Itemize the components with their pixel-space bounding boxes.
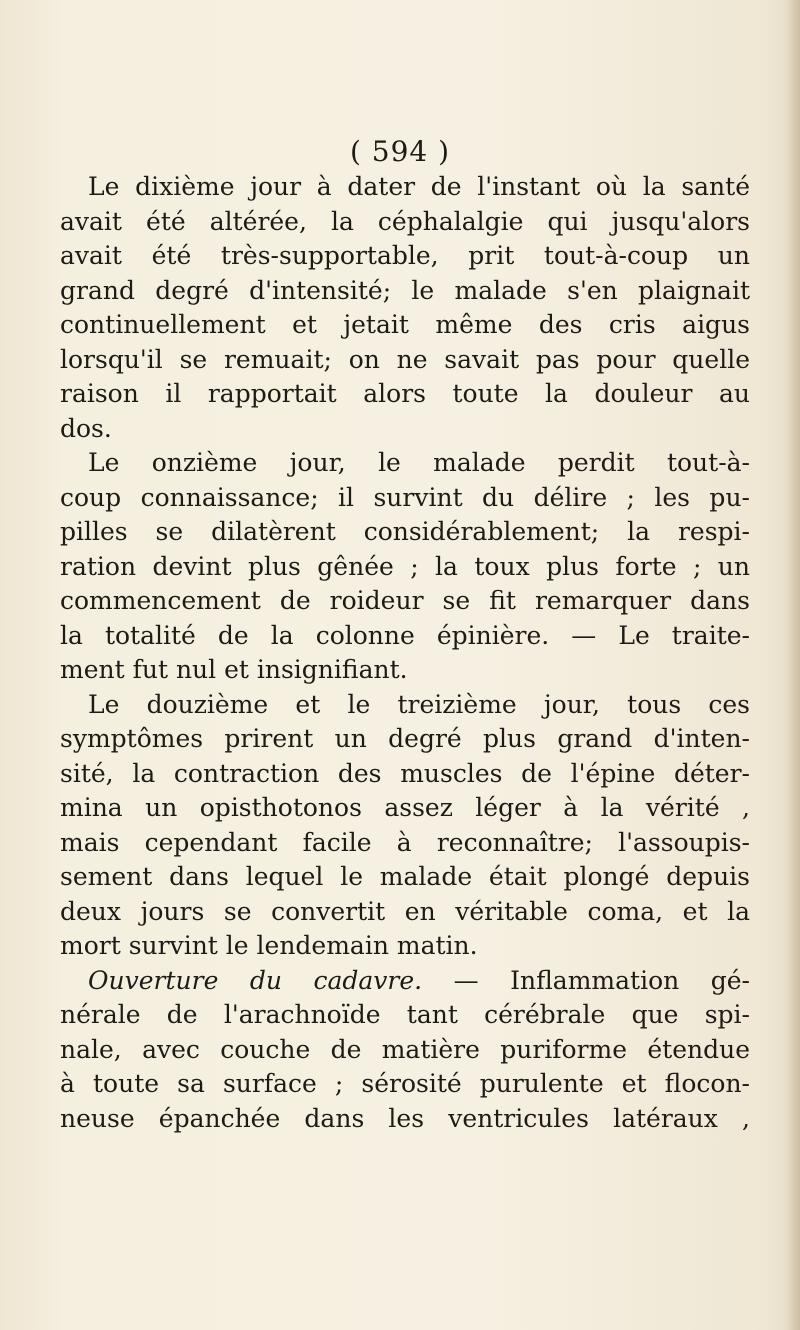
text-line: continuellement et jetait même des cris aigus [60,310,750,339]
text-line: ment fut nul et insignifiant. [60,655,408,684]
text-line: sement dans lequel le malade était plongé depuis [60,862,750,891]
text-line: avait été altérée, la céphalalgie qui jusqu'alors [60,206,750,236]
text-line: Le douzième et le treizième jour, tous ces [88,689,750,719]
text-line: dos. [60,413,112,443]
text-line: pilles se dilatèrent considérablement; la respi- [60,517,750,546]
text-line: coup connaissance; il survint du délire ; les pu- [60,482,750,512]
text-line: mort survint le lendemain matin. [60,931,478,960]
text-line: Le dixième jour à dater de l'instant où la santé [88,172,750,201]
text-line: mais cependant facile à reconnaître; l'assoupis- [60,827,750,857]
text-line: lorsqu'il se remuait; on ne savait pas pour quelle [60,344,750,374]
text-line: nérale de l'arachnoïde tant cérébrale que spi- [60,1000,750,1029]
text-line: deux jours se convertit en véritable coma, et la [60,896,750,926]
text-line: nale, avec couche de matière puriforme étendue [60,1034,750,1064]
text-line: grand degré d'intensité; le malade s'en plaignait [60,275,750,305]
body-text [60,170,750,1136]
text-line: à toute sa surface ; sérosité purulente et flocon- [60,1069,750,1098]
text-line: symptômes prirent un degré plus grand d'inten- [60,724,750,753]
text-line: ration devint plus gênée ; la toux plus forte ; un [60,551,750,581]
text-line: commencement de roideur se fit remarquer dans [60,586,750,615]
section-heading: Ouverture du cadavre. [88,965,423,995]
text-fragment: — Inflammation gé- [422,965,750,995]
text-line: sité, la contraction des muscles de l'épine déter- [60,758,750,788]
text-line: mina un opisthotonos assez léger à la vérité , [60,793,750,822]
page-number: ( 594 ) [349,135,451,168]
page-edge-shadow [786,0,800,1330]
text-line-with-heading [60,964,750,999]
text-line: raison il rapportait alors toute la douleur au [60,379,750,408]
text-line: la totalité de la colonne épinière. — Le traite- [60,620,750,650]
text-line: avait été très-supportable, prit tout-à-coup un [60,241,750,270]
text-line: Le onzième jour, le malade perdit tout-à- [88,448,750,477]
text-line: neuse épanchée dans les ventricules latéraux , [60,1103,750,1133]
